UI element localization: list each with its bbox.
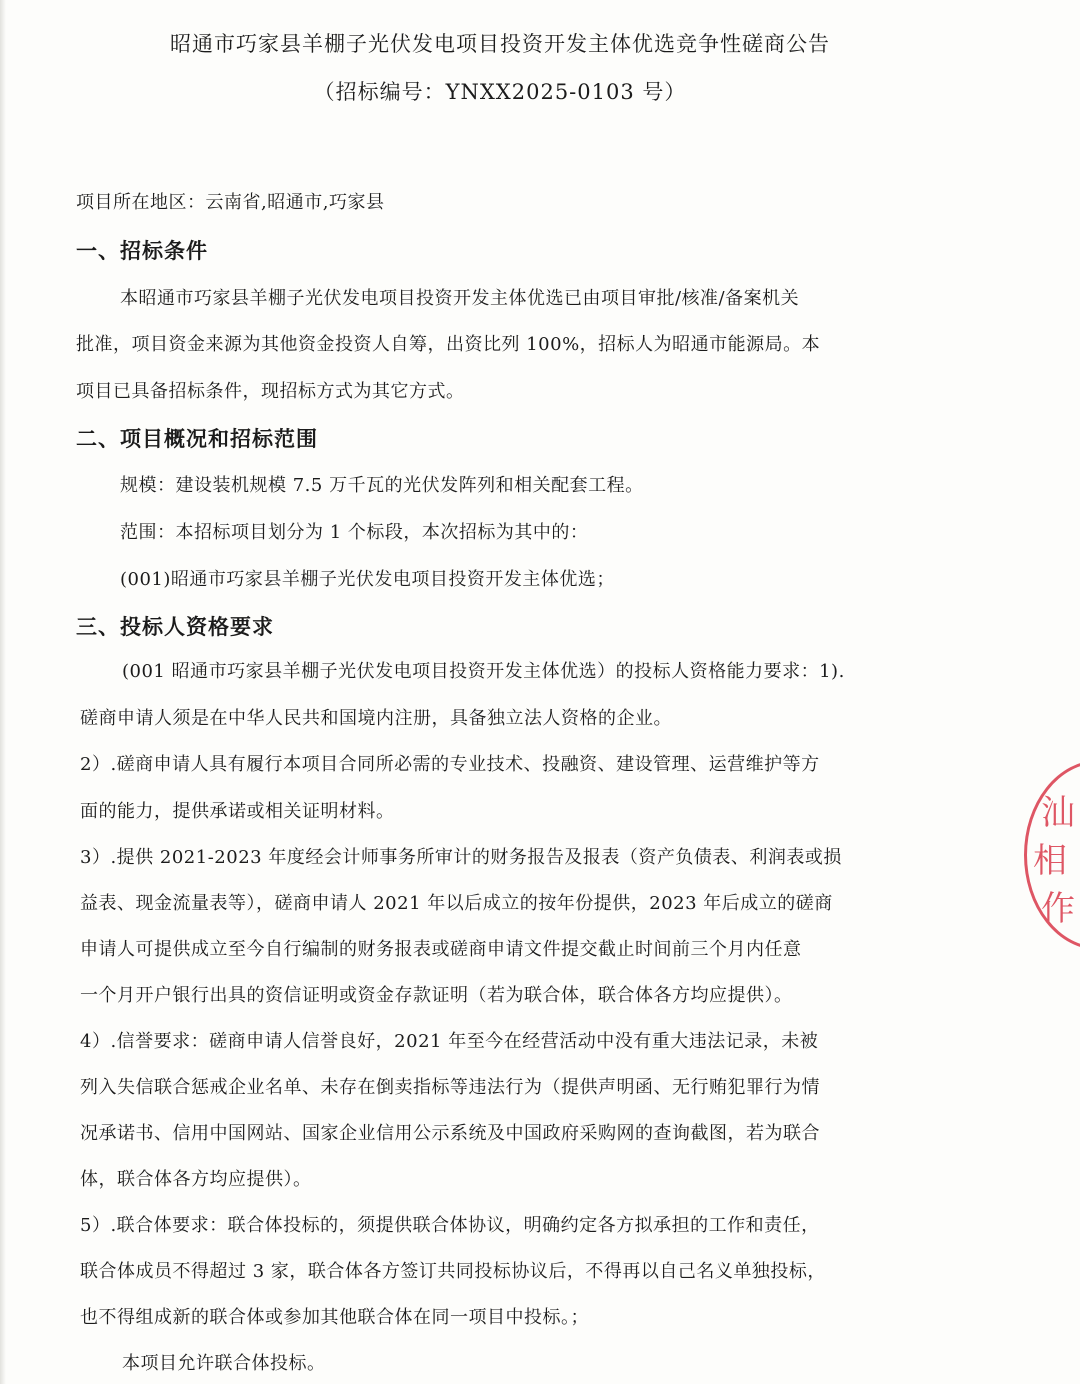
red-seal-stamp: [1024, 760, 1080, 950]
section3-line: 况承诺书、信用中国网站、国家企业信用公示系统及中国政府采购网的查询截图，若为联合: [80, 1123, 820, 1144]
tender-number: （招标编号：YNXX2025-0103 号）: [313, 80, 687, 104]
section1-line: 批准，项目资金来源为其他资金投资人自筹，出资比列 100%，招标人为昭通市能源局。本: [76, 334, 821, 355]
project-location: 项目所在地区：云南省,昭通市,巧家县: [76, 192, 385, 213]
page-edge-shadow: [0, 0, 6, 1384]
section3-line: 4）.信誉要求：磋商申请人信誉良好，2021 年至今在经营活动中没有重大违法记录，未被: [80, 1031, 819, 1052]
section3-line: 益表、现金流量表等），磋商申请人 2021 年以后成立的按年份提供，2023 年后成立的磋商: [80, 893, 833, 914]
section3-line: 3）.提供 2021-2023 年度经会计师事务所审计的财务报告及报表（资产负债表、利润表或损: [80, 847, 842, 868]
section1-line: 本昭通市巧家县羊棚子光伏发电项目投资开发主体优选已由项目审批/核准/备案机关: [120, 288, 800, 309]
section3-line: 也不得组成新的联合体或参加其他联合体在同一项目中投标。；: [80, 1307, 589, 1328]
section3-line: (001 昭通市巧家县羊棚子光伏发电项目投资开发主体优选）的投标人资格能力要求：1).: [122, 661, 845, 682]
section2-line: (001)昭通市巧家县羊棚子光伏发电项目投资开发主体优选；: [120, 569, 615, 590]
section2-heading: 二、项目概况和招标范围: [76, 427, 318, 451]
section3-line: 5）.联合体要求：联合体投标的，须提供联合体协议，明确约定各方拟承担的工作和责任，: [80, 1215, 820, 1236]
document-title: 昭通市巧家县羊棚子光伏发电项目投资开发主体优选竞争性磋商公告: [170, 32, 830, 56]
section3-line: 联合体成员不得超过 3 家，联合体各方签订共同投标协议后，不得再以自己名义单独投标，: [80, 1261, 826, 1282]
section3-line: 面的能力，提供承诺或相关证明材料。: [80, 801, 395, 822]
section2-line: 规模：建设装机规模 7.5 万千瓦的光伏发阵列和相关配套工程。: [120, 475, 644, 496]
stamp-char: 汕: [1041, 793, 1075, 833]
section1-line: 项目已具备招标条件，现招标方式为其它方式。: [76, 381, 465, 402]
section3-line: 申请人可提供成立至今自行编制的财务报表或磋商申请文件提交截止时间前三个月内任意: [80, 939, 802, 960]
section3-line: 本项目允许联合体投标。: [122, 1353, 326, 1374]
section3-line: 2）.磋商申请人具有履行本项目合同所必需的专业技术、投融资、建设管理、运营维护等方: [80, 754, 820, 775]
section3-heading: 三、投标人资格要求: [76, 615, 274, 639]
stamp-char: 相: [1033, 841, 1067, 881]
section2-line: 范围：本招标项目划分为 1 个标段，本次招标为其中的：: [120, 522, 589, 543]
section1-heading: 一、招标条件: [76, 239, 208, 263]
section3-line: 列入失信联合惩戒企业名单、未存在倒卖指标等违法行为（提供声明函、无行贿犯罪行为情: [80, 1077, 820, 1098]
stamp-char: 作: [1041, 889, 1075, 929]
section3-line: 一个月开户银行出具的资信证明或资金存款证明（若为联合体，联合体各方均应提供）。: [80, 985, 793, 1006]
section3-line: 体，联合体各方均应提供）。: [80, 1169, 312, 1190]
section3-line: 磋商申请人须是在中华人民共和国境内注册，具备独立法人资格的企业。: [80, 708, 672, 729]
